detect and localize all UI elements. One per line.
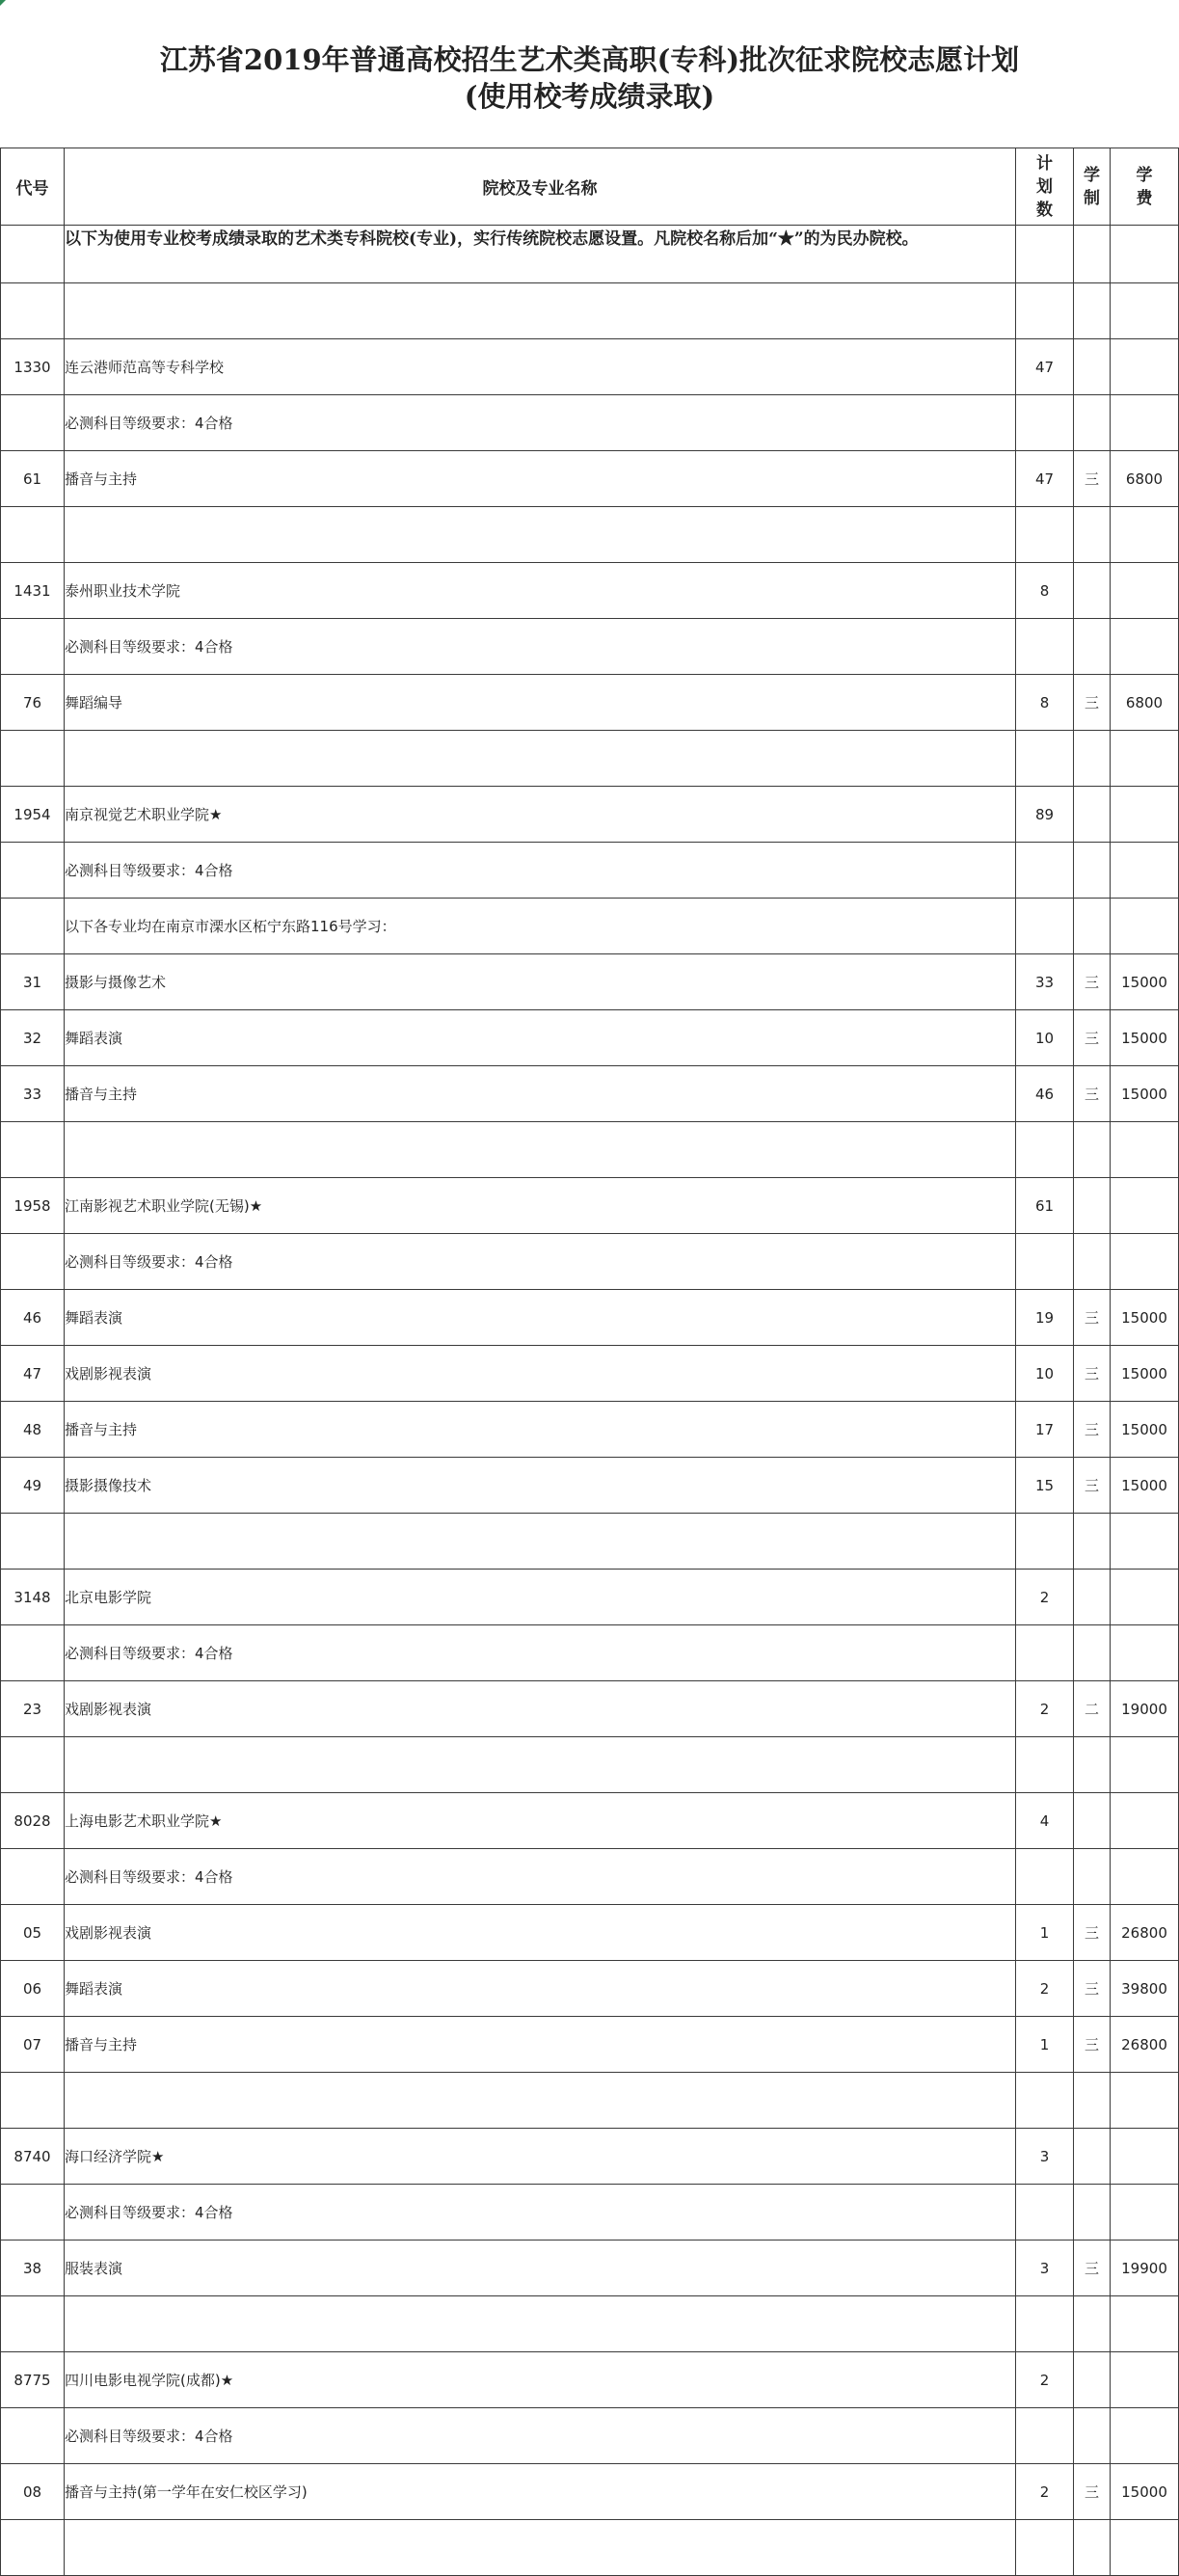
school-name-cell: 连云港师范高等专科学校 — [65, 339, 1016, 395]
major-code-cell: 49 — [1, 1458, 65, 1514]
req-fee-cell — [1111, 395, 1179, 451]
blank-plan-cell — [1016, 2073, 1074, 2129]
major-name-cell: 戏剧影视表演 — [65, 1346, 1016, 1402]
major-duration-cell: 二 — [1074, 1681, 1111, 1737]
header-duration — [1074, 148, 1111, 226]
req-fee-cell — [1111, 1625, 1179, 1681]
blank-fee-cell — [1111, 1737, 1179, 1793]
major-fee-cell: 6800 — [1111, 451, 1179, 507]
req-duration-cell — [1074, 619, 1111, 675]
req-fee-cell — [1111, 2408, 1179, 2464]
blank-name-cell — [65, 1122, 1016, 1178]
school-code-cell: 1431 — [1, 563, 65, 619]
school-fee-cell — [1111, 1570, 1179, 1625]
req-duration-cell — [1074, 1234, 1111, 1290]
school-name-cell: 泰州职业技术学院 — [65, 563, 1016, 619]
blank-fee-cell — [1111, 1514, 1179, 1570]
major-code-cell: 06 — [1, 1961, 65, 2017]
blank-name-cell — [65, 2296, 1016, 2352]
major-name-cell: 舞蹈编导 — [65, 675, 1016, 731]
table-row-major — [1, 451, 1179, 507]
blank-fee-cell — [1111, 507, 1179, 563]
table-row-blank — [1, 2073, 1179, 2129]
blank-name-cell — [65, 2073, 1016, 2129]
blank-duration-cell — [1074, 2073, 1111, 2129]
major-name-cell: 播音与主持 — [65, 1402, 1016, 1458]
major-fee-cell: 19000 — [1111, 1681, 1179, 1737]
blank-plan-cell — [1016, 2520, 1074, 2576]
major-name-cell: 舞蹈表演 — [65, 1290, 1016, 1346]
school-duration-cell — [1074, 787, 1111, 843]
school-duration-cell — [1074, 563, 1111, 619]
major-duration-cell: 三 — [1074, 1346, 1111, 1402]
table-row-school — [1, 2352, 1179, 2408]
req-duration-cell — [1074, 2185, 1111, 2241]
major-name-cell: 服装表演 — [65, 2241, 1016, 2296]
school-duration-cell — [1074, 339, 1111, 395]
major-code-cell: 31 — [1, 954, 65, 1010]
school-code-cell: 1330 — [1, 339, 65, 395]
req-code-cell — [1, 1625, 65, 1681]
table-row-blank — [1, 1122, 1179, 1178]
blank-code-cell — [1, 2296, 65, 2352]
table-row-req — [1, 619, 1179, 675]
blank-duration-cell — [1074, 507, 1111, 563]
major-plan-cell: 2 — [1016, 1961, 1074, 2017]
blank-duration-cell — [1074, 1737, 1111, 1793]
document-title: 江苏省2019年普通高校招生艺术类高职(专科)批次征求院校志愿计划 — [159, 43, 1020, 76]
header-duration-label: 学制 — [1084, 165, 1100, 208]
note-duration-cell — [1074, 226, 1111, 283]
req-duration-cell — [1074, 2408, 1111, 2464]
req-name-cell: 必测科目等级要求：4合格 — [65, 2185, 1016, 2241]
blank-code-cell — [1, 1514, 65, 1570]
major-plan-cell: 3 — [1016, 2241, 1074, 2296]
table-row-major — [1, 2017, 1179, 2073]
school-duration-cell — [1074, 1178, 1111, 1234]
req-name-cell: 必测科目等级要求：4合格 — [65, 843, 1016, 899]
school-code-cell: 3148 — [1, 1570, 65, 1625]
major-plan-cell: 46 — [1016, 1066, 1074, 1122]
document-subtitle: (使用校考成绩录取) — [464, 80, 715, 113]
school-name-cell: 海口经济学院★ — [65, 2129, 1016, 2185]
major-name-cell: 摄影摄像技术 — [65, 1458, 1016, 1514]
blank-code-cell — [1, 1122, 65, 1178]
major-plan-cell: 17 — [1016, 1402, 1074, 1458]
major-duration-cell: 三 — [1074, 1905, 1111, 1961]
req-plan-cell — [1016, 843, 1074, 899]
table-row-req — [1, 1625, 1179, 1681]
note-fee-cell — [1111, 226, 1179, 283]
table-row-school — [1, 1570, 1179, 1625]
req-name-cell: 必测科目等级要求：4合格 — [65, 619, 1016, 675]
table-row-blank — [1, 2296, 1179, 2352]
req-plan-cell — [1016, 2408, 1074, 2464]
major-duration-cell: 三 — [1074, 1010, 1111, 1066]
major-duration-cell: 三 — [1074, 1290, 1111, 1346]
school-fee-cell — [1111, 2352, 1179, 2408]
major-code-cell: 47 — [1, 1346, 65, 1402]
table-row-major — [1, 1458, 1179, 1514]
req-plan-cell — [1016, 619, 1074, 675]
school-fee-cell — [1111, 2129, 1179, 2185]
req-plan-cell — [1016, 1625, 1074, 1681]
major-duration-cell: 三 — [1074, 1458, 1111, 1514]
major-code-cell: 08 — [1, 2464, 65, 2520]
table-row-req — [1, 1234, 1179, 1290]
school-plan-cell: 4 — [1016, 1793, 1074, 1849]
table-row-blank — [1, 283, 1179, 339]
table-row-school — [1, 1178, 1179, 1234]
req-code-cell — [1, 395, 65, 451]
school-fee-cell — [1111, 787, 1179, 843]
req-duration-cell — [1074, 899, 1111, 954]
table-row-major — [1, 1961, 1179, 2017]
blank-fee-cell — [1111, 283, 1179, 339]
table-row-major — [1, 1066, 1179, 1122]
table-row-req — [1, 2408, 1179, 2464]
req-name-cell: 必测科目等级要求：4合格 — [65, 1625, 1016, 1681]
req-name-cell: 以下各专业均在南京市溧水区柘宁东路116号学习： — [65, 899, 1016, 954]
corner-marker — [0, 0, 6, 6]
school-plan-cell: 2 — [1016, 2352, 1074, 2408]
major-plan-cell: 8 — [1016, 675, 1074, 731]
table-row-req — [1, 395, 1179, 451]
school-name-cell: 南京视觉艺术职业学院★ — [65, 787, 1016, 843]
blank-name-cell — [65, 1737, 1016, 1793]
major-plan-cell: 2 — [1016, 2464, 1074, 2520]
major-code-cell: 32 — [1, 1010, 65, 1066]
table-row-major — [1, 954, 1179, 1010]
major-code-cell: 23 — [1, 1681, 65, 1737]
blank-name-cell — [65, 507, 1016, 563]
school-plan-cell: 8 — [1016, 563, 1074, 619]
major-name-cell: 播音与主持 — [65, 451, 1016, 507]
major-name-cell: 戏剧影视表演 — [65, 1681, 1016, 1737]
major-plan-cell: 10 — [1016, 1346, 1074, 1402]
school-fee-cell — [1111, 563, 1179, 619]
school-code-cell: 8740 — [1, 2129, 65, 2185]
major-code-cell: 33 — [1, 1066, 65, 1122]
blank-duration-cell — [1074, 283, 1111, 339]
major-duration-cell: 三 — [1074, 451, 1111, 507]
major-plan-cell: 15 — [1016, 1458, 1074, 1514]
school-name-cell: 上海电影艺术职业学院★ — [65, 1793, 1016, 1849]
blank-plan-cell — [1016, 1514, 1074, 1570]
req-code-cell — [1, 1234, 65, 1290]
blank-code-cell — [1, 2520, 65, 2576]
header-plan-label: 计划数 — [1036, 153, 1053, 220]
major-fee-cell: 15000 — [1111, 1458, 1179, 1514]
note-row — [1, 226, 1179, 283]
note-plan-cell — [1016, 226, 1074, 283]
req-fee-cell — [1111, 1849, 1179, 1905]
major-name-cell: 播音与主持(第一学年在安仁校区学习) — [65, 2464, 1016, 2520]
school-duration-cell — [1074, 2352, 1111, 2408]
major-name-cell: 舞蹈表演 — [65, 1010, 1016, 1066]
blank-duration-cell — [1074, 1122, 1111, 1178]
blank-plan-cell — [1016, 1122, 1074, 1178]
blank-duration-cell — [1074, 2520, 1111, 2576]
table-row-major — [1, 1402, 1179, 1458]
blank-name-cell — [65, 283, 1016, 339]
req-code-cell — [1, 843, 65, 899]
blank-duration-cell — [1074, 1514, 1111, 1570]
table-row-req — [1, 2185, 1179, 2241]
major-fee-cell: 26800 — [1111, 2017, 1179, 2073]
table-row-school — [1, 339, 1179, 395]
school-code-cell: 1954 — [1, 787, 65, 843]
major-fee-cell: 26800 — [1111, 1905, 1179, 1961]
major-plan-cell: 33 — [1016, 954, 1074, 1010]
table-header-row — [1, 148, 1179, 226]
req-name-cell: 必测科目等级要求：4合格 — [65, 395, 1016, 451]
major-code-cell: 38 — [1, 2241, 65, 2296]
req-fee-cell — [1111, 899, 1179, 954]
blank-fee-cell — [1111, 2296, 1179, 2352]
req-fee-cell — [1111, 1234, 1179, 1290]
blank-code-cell — [1, 507, 65, 563]
table-row-req — [1, 899, 1179, 954]
blank-code-cell — [1, 1737, 65, 1793]
blank-fee-cell — [1111, 2073, 1179, 2129]
table-row-major — [1, 2464, 1179, 2520]
school-fee-cell — [1111, 1178, 1179, 1234]
school-fee-cell — [1111, 339, 1179, 395]
req-duration-cell — [1074, 843, 1111, 899]
major-code-cell: 76 — [1, 675, 65, 731]
school-name-cell: 北京电影学院 — [65, 1570, 1016, 1625]
major-fee-cell: 15000 — [1111, 954, 1179, 1010]
blank-duration-cell — [1074, 731, 1111, 787]
req-duration-cell — [1074, 1849, 1111, 1905]
table-row-major — [1, 675, 1179, 731]
major-duration-cell: 三 — [1074, 954, 1111, 1010]
req-code-cell — [1, 899, 65, 954]
blank-fee-cell — [1111, 731, 1179, 787]
table-row-blank — [1, 507, 1179, 563]
school-code-cell: 1958 — [1, 1178, 65, 1234]
table-row-blank — [1, 731, 1179, 787]
blank-duration-cell — [1074, 2296, 1111, 2352]
header-plan — [1016, 148, 1074, 226]
blank-fee-cell — [1111, 2520, 1179, 2576]
req-plan-cell — [1016, 2185, 1074, 2241]
req-fee-cell — [1111, 2185, 1179, 2241]
school-plan-cell: 2 — [1016, 1570, 1074, 1625]
major-duration-cell: 三 — [1074, 675, 1111, 731]
note-code-cell — [1, 226, 65, 283]
req-name-cell: 必测科目等级要求：4合格 — [65, 1234, 1016, 1290]
major-duration-cell: 三 — [1074, 2464, 1111, 2520]
table-row-school — [1, 787, 1179, 843]
major-plan-cell: 2 — [1016, 1681, 1074, 1737]
major-fee-cell: 15000 — [1111, 2464, 1179, 2520]
req-name-cell: 必测科目等级要求：4合格 — [65, 1849, 1016, 1905]
admission-plan-table — [0, 148, 1179, 2576]
req-plan-cell — [1016, 899, 1074, 954]
blank-plan-cell — [1016, 2296, 1074, 2352]
school-duration-cell — [1074, 1570, 1111, 1625]
req-name-cell: 必测科目等级要求：4合格 — [65, 2408, 1016, 2464]
major-plan-cell: 47 — [1016, 451, 1074, 507]
major-name-cell: 播音与主持 — [65, 1066, 1016, 1122]
table-row-school — [1, 563, 1179, 619]
school-plan-cell: 89 — [1016, 787, 1074, 843]
major-name-cell: 摄影与摄像艺术 — [65, 954, 1016, 1010]
major-plan-cell: 10 — [1016, 1010, 1074, 1066]
table-row-major — [1, 1010, 1179, 1066]
major-fee-cell: 15000 — [1111, 1402, 1179, 1458]
table-row-req — [1, 1849, 1179, 1905]
header-fee — [1111, 148, 1179, 226]
blank-fee-cell — [1111, 1122, 1179, 1178]
req-code-cell — [1, 619, 65, 675]
school-code-cell: 8775 — [1, 2352, 65, 2408]
school-name-cell: 四川电影电视学院(成都)★ — [65, 2352, 1016, 2408]
major-code-cell: 46 — [1, 1290, 65, 1346]
major-duration-cell: 三 — [1074, 1402, 1111, 1458]
major-fee-cell: 6800 — [1111, 675, 1179, 731]
req-code-cell — [1, 2185, 65, 2241]
header-code: 代号 — [1, 148, 65, 226]
school-plan-cell: 47 — [1016, 339, 1074, 395]
major-code-cell: 05 — [1, 1905, 65, 1961]
blank-plan-cell — [1016, 1737, 1074, 1793]
req-plan-cell — [1016, 1234, 1074, 1290]
table-row-major — [1, 2241, 1179, 2296]
school-duration-cell — [1074, 1793, 1111, 1849]
req-duration-cell — [1074, 1625, 1111, 1681]
school-duration-cell — [1074, 2129, 1111, 2185]
blank-plan-cell — [1016, 731, 1074, 787]
table-row-blank — [1, 2520, 1179, 2576]
school-plan-cell: 3 — [1016, 2129, 1074, 2185]
major-duration-cell: 三 — [1074, 1066, 1111, 1122]
table-row-school — [1, 2129, 1179, 2185]
req-code-cell — [1, 2408, 65, 2464]
blank-name-cell — [65, 2520, 1016, 2576]
req-code-cell — [1, 1849, 65, 1905]
school-fee-cell — [1111, 1793, 1179, 1849]
table-row-major — [1, 1681, 1179, 1737]
major-name-cell: 播音与主持 — [65, 2017, 1016, 2073]
note-text: 以下为使用专业校考成绩录取的艺术类专科院校(专业)，实行传统院校志愿设置。凡院校名称后加“★”的为民办院校。 — [65, 226, 1016, 283]
blank-code-cell — [1, 731, 65, 787]
major-fee-cell: 15000 — [1111, 1066, 1179, 1122]
major-plan-cell: 1 — [1016, 1905, 1074, 1961]
major-fee-cell: 15000 — [1111, 1346, 1179, 1402]
header-name: 院校及专业名称 — [65, 148, 1016, 226]
major-fee-cell: 39800 — [1111, 1961, 1179, 2017]
blank-code-cell — [1, 283, 65, 339]
blank-name-cell — [65, 1514, 1016, 1570]
blank-code-cell — [1, 2073, 65, 2129]
major-plan-cell: 19 — [1016, 1290, 1074, 1346]
school-name-cell: 江南影视艺术职业学院(无锡)★ — [65, 1178, 1016, 1234]
req-plan-cell — [1016, 395, 1074, 451]
major-name-cell: 舞蹈表演 — [65, 1961, 1016, 2017]
major-duration-cell: 三 — [1074, 2017, 1111, 2073]
blank-plan-cell — [1016, 507, 1074, 563]
header-fee-label: 学费 — [1136, 165, 1153, 208]
req-plan-cell — [1016, 1849, 1074, 1905]
major-fee-cell: 19900 — [1111, 2241, 1179, 2296]
blank-plan-cell — [1016, 283, 1074, 339]
table-row-school — [1, 1793, 1179, 1849]
major-duration-cell: 三 — [1074, 1961, 1111, 2017]
table-row-blank — [1, 1514, 1179, 1570]
major-plan-cell: 1 — [1016, 2017, 1074, 2073]
major-name-cell: 戏剧影视表演 — [65, 1905, 1016, 1961]
major-code-cell: 48 — [1, 1402, 65, 1458]
major-code-cell: 61 — [1, 451, 65, 507]
blank-name-cell — [65, 731, 1016, 787]
req-duration-cell — [1074, 395, 1111, 451]
table-row-blank — [1, 1737, 1179, 1793]
table-row-major — [1, 1905, 1179, 1961]
school-plan-cell: 61 — [1016, 1178, 1074, 1234]
major-code-cell: 07 — [1, 2017, 65, 2073]
school-code-cell: 8028 — [1, 1793, 65, 1849]
table-row-req — [1, 843, 1179, 899]
table-row-major — [1, 1290, 1179, 1346]
req-fee-cell — [1111, 619, 1179, 675]
major-duration-cell: 三 — [1074, 2241, 1111, 2296]
table-row-major — [1, 1346, 1179, 1402]
major-fee-cell: 15000 — [1111, 1290, 1179, 1346]
major-fee-cell: 15000 — [1111, 1010, 1179, 1066]
req-fee-cell — [1111, 843, 1179, 899]
